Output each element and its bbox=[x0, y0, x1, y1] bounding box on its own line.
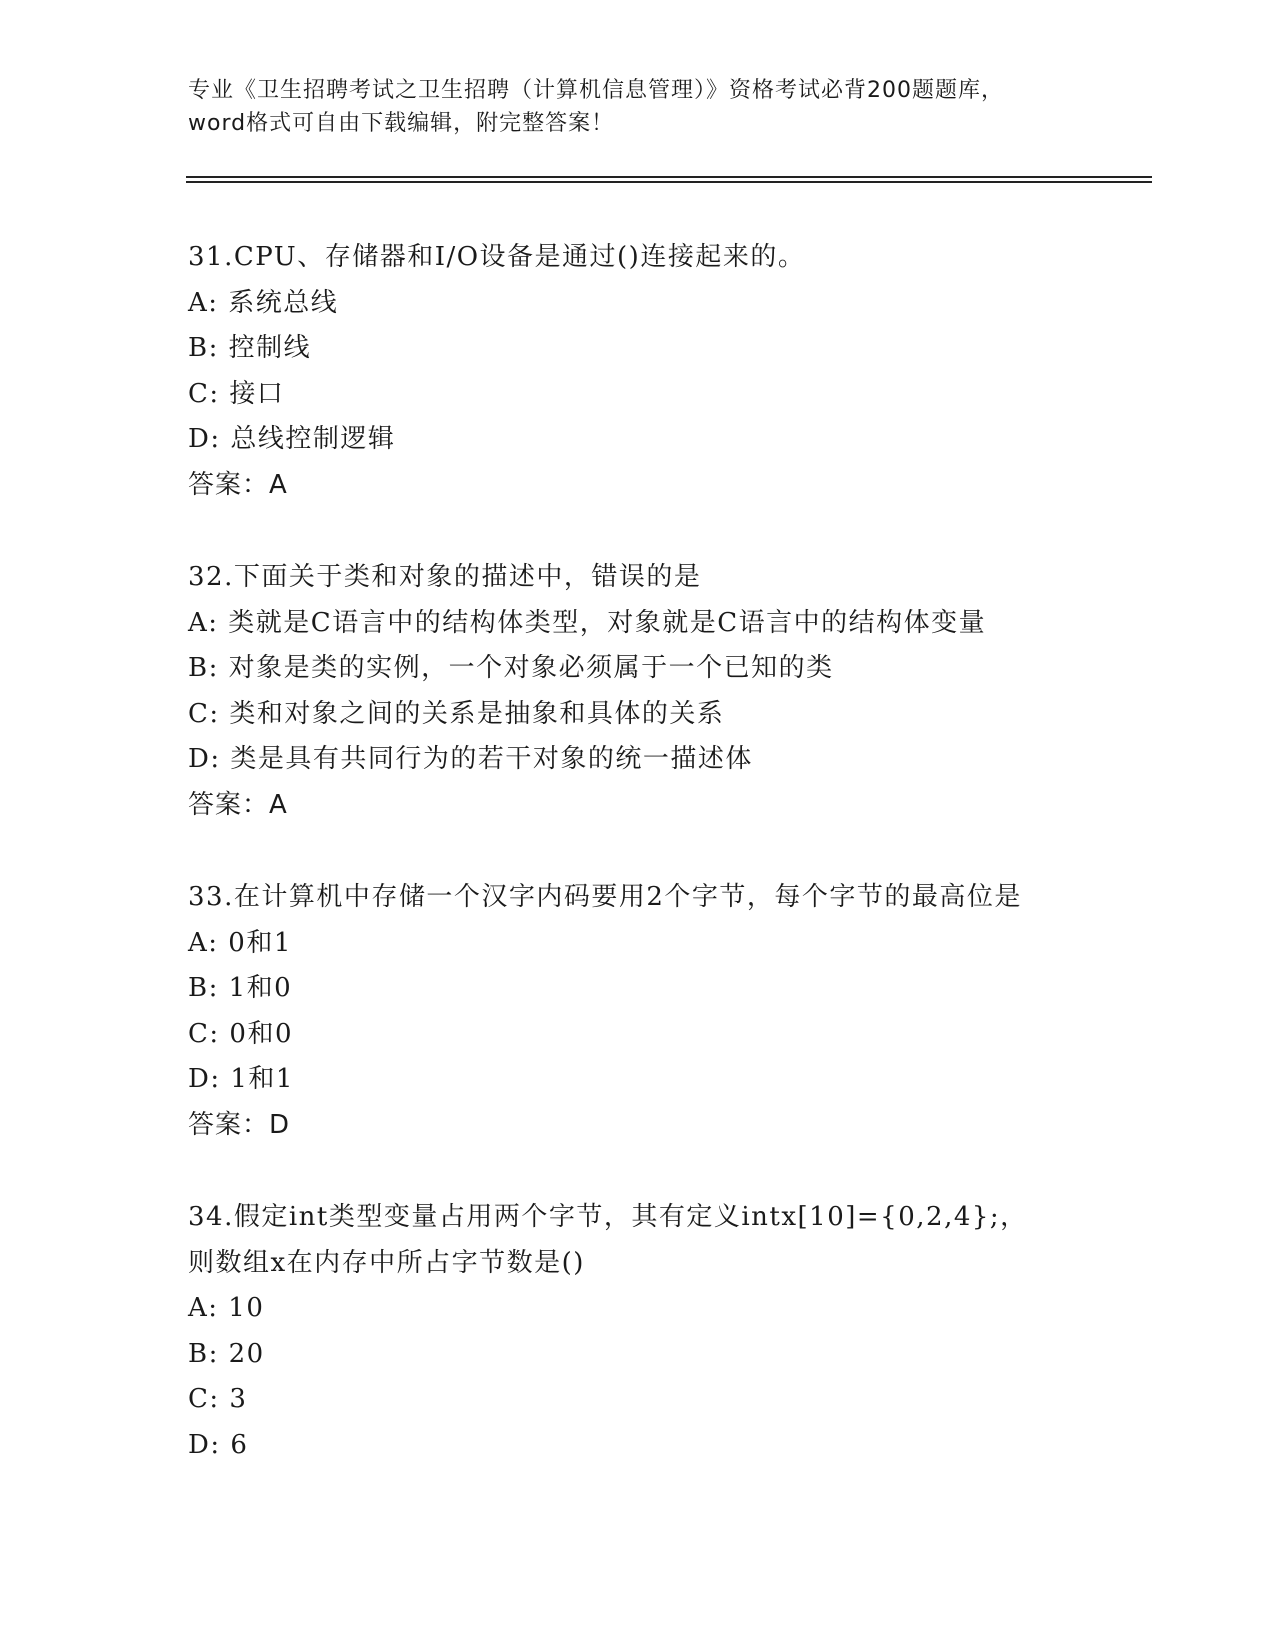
question-list bbox=[188, 235, 1148, 1515]
question-stem: 32.下面关于类和对象的描述中，错误的是 bbox=[188, 562, 702, 592]
question-stem: 34.假定int类型变量占用两个字节，其有定义intx[10]={0,2,4};， bbox=[188, 1202, 1028, 1232]
option-b: B: 20 bbox=[188, 1338, 265, 1369]
option-c: C: 类和对象之间的关系是抽象和具体的关系 bbox=[188, 698, 725, 729]
option-c: C: 3 bbox=[188, 1384, 248, 1414]
answer-line: 答案：A bbox=[188, 789, 288, 820]
question-31 bbox=[188, 235, 1148, 508]
question-stem-continued: 则数组x在内存中所占字节数是() bbox=[188, 1247, 585, 1278]
answer-line: 答案：D bbox=[188, 1109, 291, 1140]
option-d: D: 1和1 bbox=[188, 1064, 294, 1094]
question-33 bbox=[188, 875, 1148, 1148]
header-line-1: 专业《卫生招聘考试之卫生招聘（计算机信息管理）》资格考试必背200题题库， bbox=[188, 78, 1004, 103]
option-d: D: 6 bbox=[188, 1429, 249, 1460]
question-34 bbox=[188, 1195, 1148, 1468]
option-d: D: 总线控制逻辑 bbox=[188, 424, 396, 454]
option-a: A: 10 bbox=[188, 1293, 265, 1323]
question-stem: 33.在计算机中存储一个汉字内码要用2个字节，每个字节的最高位是 bbox=[188, 882, 1022, 912]
option-a: A: 系统总线 bbox=[188, 287, 339, 318]
header-divider-bottom bbox=[186, 181, 1152, 183]
question-stem: 31.CPU、存储器和I/O设备是通过()连接起来的。 bbox=[188, 242, 806, 272]
question-32 bbox=[188, 555, 1148, 828]
option-b: B: 对象是类的实例，一个对象必须属于一个已知的类 bbox=[188, 653, 834, 683]
page-header bbox=[188, 74, 1088, 140]
option-b: B: 控制线 bbox=[188, 333, 312, 363]
header-line-2: word格式可自由下载编辑，附完整答案！ bbox=[188, 111, 615, 136]
option-c: C: 接口 bbox=[188, 378, 285, 409]
option-d: D: 类是具有共同行为的若干对象的统一描述体 bbox=[188, 744, 753, 774]
answer-line: 答案：A bbox=[188, 469, 288, 500]
option-c: C: 0和0 bbox=[188, 1018, 294, 1049]
option-a: A: 类就是C语言中的结构体类型，对象就是C语言中的结构体变量 bbox=[188, 607, 987, 638]
option-a: A: 0和1 bbox=[188, 927, 292, 958]
option-b: B: 1和0 bbox=[188, 973, 293, 1003]
header-divider-top bbox=[186, 176, 1152, 178]
